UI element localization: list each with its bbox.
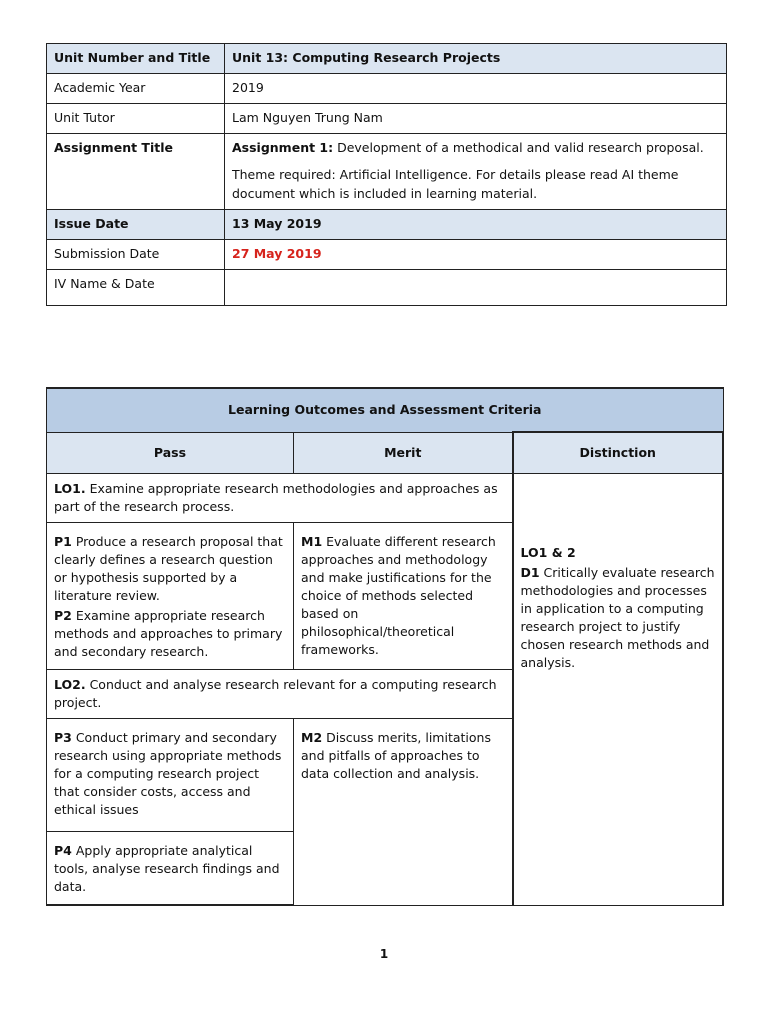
page-number: 1: [379, 947, 389, 961]
issue-date-row: [47, 210, 727, 240]
d1-heading: LO1 & 2: [520, 545, 576, 560]
issue-date-label: Issue Date: [54, 216, 129, 231]
unit-tutor-label: Unit Tutor: [47, 104, 225, 134]
unit-label: Unit Number and Title: [54, 50, 211, 65]
lo1-row: [47, 474, 724, 523]
academic-year-value: 2019: [225, 74, 727, 104]
submission-date-value: 27 May 2019: [232, 246, 322, 261]
assignment-row: [47, 134, 727, 210]
issue-date-value: 13 May 2019: [232, 216, 322, 231]
d1-text: D1 Critically evaluate research methodologies and processes in application to a computing research project to justify chosen research methods and analysis.: [520, 565, 715, 670]
iv-label: IV Name & Date: [47, 270, 225, 306]
iv-row: [47, 270, 727, 306]
merit-header: Merit: [384, 444, 422, 460]
lo1-cell: LO1. Examine appropriate research methodologies and approaches as part of the research process.: [47, 474, 513, 523]
learning-outcomes-table: [46, 387, 724, 906]
submission-date-label: Submission Date: [47, 240, 225, 270]
lo2-cell: LO2. Conduct and analyse research relevant for a computing research project.: [47, 670, 513, 719]
assignment-theme: Theme required: Artificial Intelligence. For details please read AI theme document which is included in learning material.: [232, 167, 679, 201]
lo-header-row: [47, 432, 724, 474]
unit-info-table: [46, 43, 727, 306]
m1-cell: M1 Evaluate different research approaches and methodology and make justifications for the choice of methods selected based on philosophical/theoretical frameworks.: [294, 523, 513, 670]
unit-value: Unit 13: Computing Research Projects: [232, 50, 501, 65]
lo-table-title: Learning Outcomes and Assessment Criteria: [228, 402, 542, 417]
distinction-header: Distinction: [579, 445, 656, 460]
pass-header: Pass: [153, 444, 187, 460]
unit-tutor-value: Lam Nguyen Trung Nam: [225, 104, 727, 134]
unit-tutor-row: [47, 104, 727, 134]
p1-text: P1 Produce a research proposal that clearly defines a research question or hypothesis supported by a literature review.: [54, 534, 283, 603]
iv-value: [225, 270, 727, 306]
m2-cell: M2 Discuss merits, limitations and pitfalls of approaches to data collection and analysis.: [294, 719, 513, 906]
academic-year-label: Academic Year: [47, 74, 225, 104]
p2-text: P2 Examine appropriate research methods and approaches to primary and secondary research.: [54, 608, 283, 659]
p4-cell: P4 Apply appropriate analytical tools, analyse research findings and data.: [47, 832, 294, 906]
lo-title-row: [47, 388, 724, 432]
d1-cell: [513, 474, 724, 906]
p3-cell: P3 Conduct primary and secondary research using appropriate methods for a computing research project that consider costs, access and ethical issues: [47, 719, 294, 832]
assignment-label: Assignment Title: [54, 140, 173, 155]
submission-date-row: [47, 240, 727, 270]
academic-year-row: [47, 74, 727, 104]
assignment-title: Assignment 1: Development of a methodical and valid research proposal.: [232, 140, 704, 155]
p1-p2-cell: [47, 523, 294, 670]
unit-row: [47, 44, 727, 74]
